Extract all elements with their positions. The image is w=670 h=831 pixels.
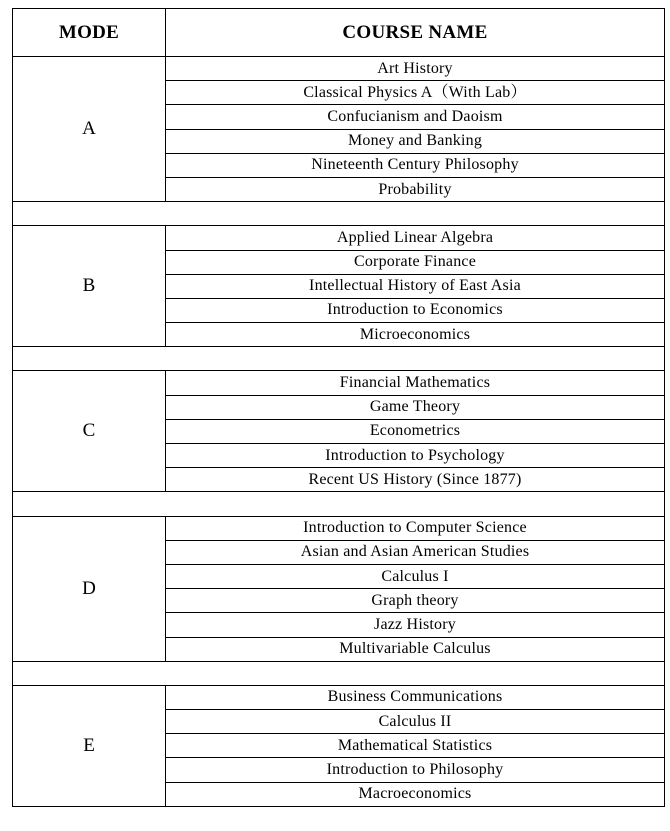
course-name-cell: Game Theory xyxy=(166,395,665,419)
course-name-cell: Introduction to Philosophy xyxy=(166,758,665,782)
course-name-cell: Calculus II xyxy=(166,710,665,734)
course-name-cell: Nineteenth Century Philosophy xyxy=(166,153,665,177)
course-name-cell: Classical Physics A（With Lab） xyxy=(166,81,665,105)
course-name-cell: Introduction to Economics xyxy=(166,298,665,322)
course-name-cell: Introduction to Computer Science xyxy=(166,516,665,540)
course-name-cell: Graph theory xyxy=(166,589,665,613)
course-name-cell: Confucianism and Daoism xyxy=(166,105,665,129)
empty-separator-cell xyxy=(13,202,665,226)
empty-separator-cell xyxy=(13,661,665,685)
mode-cell: D xyxy=(13,516,166,661)
group-separator-row xyxy=(13,202,665,226)
course-name-cell: Microeconomics xyxy=(166,323,665,347)
header-row xyxy=(13,9,665,57)
group-separator-row xyxy=(13,347,665,371)
course-mode-table xyxy=(12,8,665,807)
empty-separator-cell xyxy=(13,347,665,371)
mode-header: MODE xyxy=(13,9,166,57)
course-name-cell: Macroeconomics xyxy=(166,782,665,806)
table-row xyxy=(13,685,665,709)
table-row xyxy=(13,226,665,250)
course-name-cell: Money and Banking xyxy=(166,129,665,153)
course-name-cell: Jazz History xyxy=(166,613,665,637)
mode-cell: E xyxy=(13,685,166,806)
course-name-cell: Business Communications xyxy=(166,685,665,709)
course-name-cell: Art History xyxy=(166,57,665,81)
course-name-cell: Econometrics xyxy=(166,419,665,443)
mode-cell: B xyxy=(13,226,166,347)
table-row xyxy=(13,516,665,540)
course-name-cell: Probability xyxy=(166,177,665,201)
course-name-cell: Applied Linear Algebra xyxy=(166,226,665,250)
table-row xyxy=(13,371,665,395)
group-separator-row xyxy=(13,492,665,516)
table-body xyxy=(13,57,665,807)
course-name-cell: Calculus I xyxy=(166,564,665,588)
course-name-cell: Introduction to Psychology xyxy=(166,444,665,468)
table-row xyxy=(13,57,665,81)
course-name-cell: Asian and Asian American Studies xyxy=(166,540,665,564)
course-name-cell: Mathematical Statistics xyxy=(166,734,665,758)
course-name-header: COURSE NAME xyxy=(166,9,665,57)
course-name-cell: Intellectual History of East Asia xyxy=(166,274,665,298)
mode-cell: A xyxy=(13,57,166,202)
course-name-cell: Corporate Finance xyxy=(166,250,665,274)
course-name-cell: Financial Mathematics xyxy=(166,371,665,395)
empty-separator-cell xyxy=(13,492,665,516)
group-separator-row xyxy=(13,661,665,685)
mode-cell: C xyxy=(13,371,166,492)
course-name-cell: Multivariable Calculus xyxy=(166,637,665,661)
course-name-cell: Recent US History (Since 1877) xyxy=(166,468,665,492)
